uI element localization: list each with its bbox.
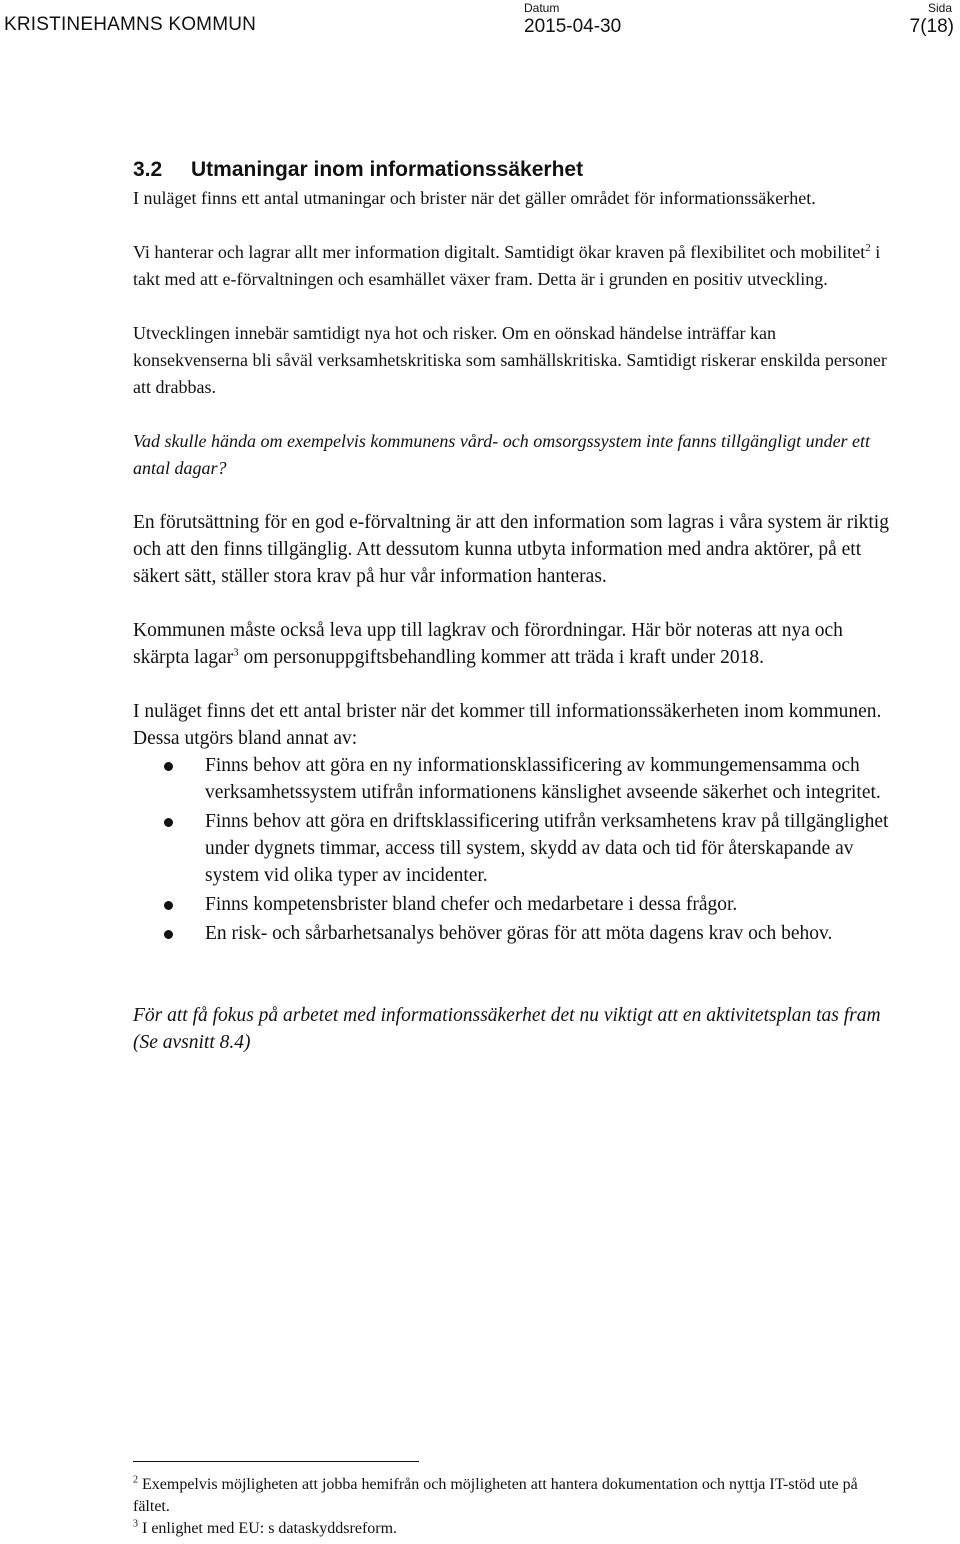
paragraph-legal xyxy=(133,617,893,671)
paragraph-digital-part2: i takt med att e-förvaltningen och esamhället växer fram. Detta är i grunden en positiv utveckling. xyxy=(133,242,881,289)
date-label: Datum xyxy=(524,1,560,15)
page-label: Sida xyxy=(927,1,952,15)
bullet-icon xyxy=(164,930,173,939)
paragraph-legal-part2: om personuppgiftsbehandling kommer att träda i kraft under 2018. xyxy=(238,647,764,668)
section-title: Utmaningar inom informationssäkerhet xyxy=(191,158,584,181)
paragraph-question: Vad skulle hända om exempelvis kommunens vård- och omsorgssystem inte fanns tillgängligt under ett antal dagar? xyxy=(133,431,871,478)
footnote-3 xyxy=(133,1518,893,1540)
bullet-icon xyxy=(164,901,173,910)
list-item-text: Finns kompetensbrister bland chefer och medarbetare i dessa frågor. xyxy=(205,894,738,915)
paragraph-digital xyxy=(133,239,893,293)
list-item xyxy=(133,891,893,918)
section-heading xyxy=(133,155,893,185)
paragraph-prerequisite: En förutsättning för en god e-förvaltning är att den information som lagras i våra system är riktig och att den finns tillgänglig. Att dessutom kunna utbyta information med andra aktörer, på ett säkert sätt, ställer stora krav på hur vår information hanteras. xyxy=(133,512,889,587)
footnote-divider xyxy=(133,1461,419,1462)
deficiency-list xyxy=(133,752,893,947)
list-item-text: Finns behov att göra en driftsklassificering utifrån verksamhetens krav på tillgänglighet under dygnets timmar, access till system, skydd av data och tid för återskapande av system vid olika typer av incidenter. xyxy=(205,811,889,886)
list-item-text: En risk- och sårbarhetsanalys behöver göras för att möta dagens krav och behov. xyxy=(205,923,833,944)
paragraph-conclusion: För att få fokus på arbetet med informationssäkerhet det nu viktigt att en aktivitetsplan tas fram (Se avsnitt 8.4) xyxy=(133,1005,881,1053)
list-item xyxy=(133,752,893,806)
bullet-icon xyxy=(164,762,173,771)
footnote-mark: 3 xyxy=(133,1518,138,1530)
footnote-text: Exempelvis möjligheten att jobba hemifrån och möjligheten att hantera dokumentation och nyttja IT-stöd ute på fältet. xyxy=(133,1476,858,1515)
paragraph-legal-part1: Kommunen måste också leva upp till lagkrav och förordningar. Här bör noteras att nya och skärpta lagar xyxy=(133,620,843,668)
paragraph-deficiencies: I nuläget finns det ett antal brister när det kommer till informationssäkerheten inom kommunen. Dessa utgörs bland annat av: xyxy=(133,701,882,749)
page-number: 7(18) xyxy=(909,16,954,37)
section-number: 3.2 xyxy=(133,158,163,181)
footnote-2 xyxy=(133,1474,893,1518)
list-item-text: Finns behov att göra en ny informationsklassificering av kommungemensamma och verksamhetssystem utifrån informationens känslighet avseende säkerhet och integritet. xyxy=(205,755,881,803)
page-header xyxy=(0,0,960,48)
list-item xyxy=(133,808,893,889)
footnote-mark: 2 xyxy=(133,1474,138,1486)
bullet-icon xyxy=(164,818,173,827)
paragraph-digital-part1: Vi hanterar och lagrar allt mer information digitalt. Samtidigt ökar kraven på flexibilitet och mobilitet xyxy=(133,242,866,262)
paragraph-intro: I nuläget finns ett antal utmaningar och brister när det gäller området för informationssäkerhet. xyxy=(133,188,816,208)
footnote-ref-2: 2 xyxy=(865,242,871,254)
footnote-ref-3: 3 xyxy=(233,646,239,659)
document-date: 2015-04-30 xyxy=(524,16,622,37)
document-body xyxy=(133,155,893,1056)
paragraph-threats: Utvecklingen innebär samtidigt nya hot och risker. Om en oönskad händelse inträffar kan konsekvenserna bli såväl verksamhetskritiska som samhällskritiska. Samtidigt riskerar enskilda personer att drabbas. xyxy=(133,323,887,397)
footnote-text: I enlighet med EU: s dataskyddsreform. xyxy=(138,1520,398,1537)
organization-name: KRISTINEHAMNS KOMMUN xyxy=(4,14,257,35)
list-item xyxy=(133,920,893,947)
footnotes xyxy=(133,1474,893,1540)
